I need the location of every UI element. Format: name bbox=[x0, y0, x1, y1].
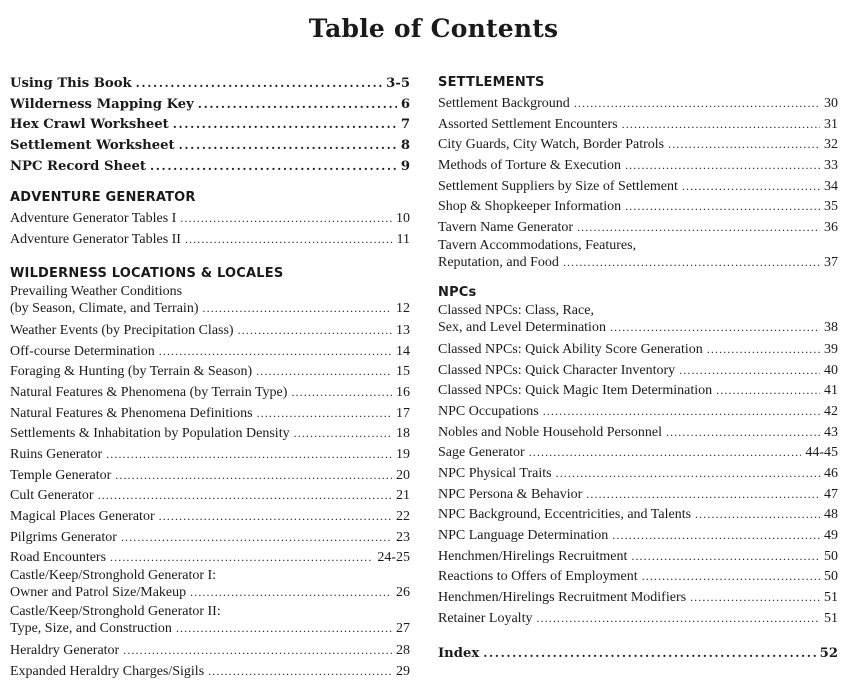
entry-label: Natural Features & Phenomena Definitions bbox=[10, 405, 253, 421]
entry-page: 29 bbox=[396, 663, 410, 679]
toc-entry[interactable] bbox=[10, 229, 410, 250]
entry-page: 23 bbox=[396, 529, 410, 545]
dot-leader bbox=[190, 584, 392, 600]
entry-page: 7 bbox=[400, 117, 410, 133]
section-heading-adventure: ADVENTURE GENERATOR bbox=[10, 190, 196, 206]
dot-leader bbox=[150, 156, 397, 177]
dot-leader bbox=[203, 300, 393, 316]
page-title: Table of Contents bbox=[308, 14, 559, 43]
entry-label: NPC Language Determination bbox=[438, 528, 609, 543]
entry-label: Owner and Patrol Size/Makeup bbox=[10, 585, 187, 601]
entry-page: 21 bbox=[396, 488, 410, 504]
toc-entry[interactable] bbox=[10, 208, 410, 229]
entry-label: Shop & Shopkeeper Information bbox=[438, 199, 622, 215]
dot-leader bbox=[586, 484, 820, 505]
toc-entry[interactable] bbox=[10, 284, 410, 317]
entry-page: 10 bbox=[396, 211, 410, 227]
toc-entry[interactable] bbox=[10, 156, 410, 177]
adventure-list bbox=[10, 208, 410, 249]
toc-entry[interactable] bbox=[438, 114, 838, 135]
entry-page: 36 bbox=[824, 220, 838, 236]
dot-leader bbox=[612, 525, 820, 546]
dot-leader bbox=[173, 114, 397, 135]
entry-label: Using This Book bbox=[10, 76, 132, 91]
toc-entry[interactable] bbox=[438, 463, 838, 484]
toc-entry[interactable] bbox=[10, 341, 410, 362]
entry-page: 8 bbox=[400, 138, 410, 154]
toc-entry[interactable] bbox=[10, 661, 410, 682]
toc-entry[interactable] bbox=[438, 484, 838, 505]
toc-entry[interactable] bbox=[438, 608, 838, 629]
dot-leader bbox=[483, 643, 815, 664]
toc-entry[interactable] bbox=[438, 303, 838, 336]
entry-label: NPC Physical Traits bbox=[438, 465, 552, 481]
entry-label: Reactions to Offers of Employment bbox=[438, 569, 638, 585]
entry-page: 46 bbox=[824, 465, 838, 481]
dot-leader bbox=[208, 661, 392, 682]
entry-page: 43 bbox=[824, 424, 838, 440]
entry-page: 48 bbox=[824, 507, 838, 523]
entry-page: 47 bbox=[824, 486, 838, 502]
dot-leader bbox=[106, 444, 392, 465]
entry-page: 34 bbox=[824, 178, 838, 194]
entry-page: 33 bbox=[824, 158, 838, 174]
entry-page: 13 bbox=[396, 322, 410, 338]
entry-label: Settlements & Inhabitation by Population Density bbox=[10, 426, 290, 442]
entry-page: 18 bbox=[396, 426, 410, 442]
dot-leader bbox=[536, 608, 820, 629]
entry-label: Hex Crawl Worksheet bbox=[10, 117, 169, 133]
dot-leader bbox=[666, 422, 820, 443]
entry-page: 30 bbox=[824, 96, 838, 111]
toc-entry[interactable] bbox=[10, 506, 410, 527]
wilderness-list bbox=[10, 284, 410, 682]
toc-entry[interactable] bbox=[438, 217, 838, 238]
toc-entry[interactable] bbox=[438, 546, 838, 567]
entry-label: Foraging & Hunting (by Terrain & Season) bbox=[10, 364, 253, 380]
entry-label-line1: Castle/Keep/Stronghold Generator II: bbox=[10, 604, 221, 620]
toc-entry-index[interactable] bbox=[438, 643, 838, 664]
entry-label-line1: Tavern Accommodations, Features, bbox=[438, 237, 637, 253]
entry-label: Cult Generator bbox=[10, 488, 94, 504]
entry-row bbox=[438, 254, 838, 271]
entry-page: 41 bbox=[824, 383, 838, 399]
dot-leader bbox=[257, 403, 392, 424]
entry-page: 19 bbox=[396, 446, 410, 462]
left-column bbox=[10, 73, 410, 681]
entry-label: Henchmen/Hirelings Recruitment Modifiers bbox=[438, 590, 687, 606]
toc-entry[interactable] bbox=[438, 587, 838, 608]
toc-entry[interactable] bbox=[10, 465, 410, 486]
entry-label: Classed NPCs: Quick Character Inventory bbox=[438, 362, 676, 378]
dot-leader bbox=[159, 506, 392, 527]
entry-label: Ruins Generator bbox=[10, 446, 103, 462]
dot-leader bbox=[577, 217, 820, 238]
entry-label: Temple Generator bbox=[10, 467, 112, 483]
dot-leader bbox=[115, 465, 392, 486]
toc-entry[interactable] bbox=[10, 73, 410, 94]
entry-row bbox=[10, 620, 410, 637]
toc-entry[interactable] bbox=[438, 380, 838, 401]
dot-leader bbox=[695, 504, 820, 525]
dot-leader bbox=[294, 423, 392, 444]
entry-page: 16 bbox=[396, 384, 410, 400]
dot-leader bbox=[159, 341, 392, 362]
entry-label: NPC Record Sheet bbox=[10, 158, 146, 174]
entry-label: NPC Occupations bbox=[438, 403, 539, 419]
entry-page: 20 bbox=[396, 467, 410, 483]
dot-leader bbox=[622, 114, 820, 135]
toc-entry[interactable] bbox=[10, 361, 410, 382]
entry-page: 51 bbox=[824, 610, 838, 626]
entry-page: 51 bbox=[824, 590, 838, 606]
dot-leader bbox=[631, 546, 820, 567]
entry-page: 52 bbox=[819, 646, 838, 662]
dot-leader bbox=[198, 94, 397, 115]
entry-page: 50 bbox=[824, 569, 838, 585]
toc-entry[interactable] bbox=[438, 422, 838, 443]
toc-entry[interactable] bbox=[10, 114, 410, 135]
entry-page: 17 bbox=[396, 405, 410, 421]
entry-label: (by Season, Climate, and Terrain) bbox=[10, 300, 199, 316]
toc-entry[interactable] bbox=[438, 196, 838, 217]
right-column bbox=[438, 73, 838, 664]
dot-leader bbox=[291, 382, 392, 403]
npcs-list bbox=[438, 303, 838, 629]
dot-leader bbox=[176, 620, 392, 636]
toc-entry[interactable] bbox=[438, 134, 838, 155]
entry-page: 11 bbox=[396, 232, 410, 248]
section-heading-settlements: SETTLEMENTS bbox=[438, 75, 545, 90]
entry-page: 14 bbox=[396, 343, 410, 359]
entry-label: Tavern Name Generator bbox=[438, 220, 574, 236]
dot-leader bbox=[123, 640, 392, 661]
entry-label: Settlement Suppliers by Size of Settlement bbox=[438, 178, 678, 194]
dot-leader bbox=[716, 380, 820, 401]
entry-label: Expanded Heraldry Charges/Sigils bbox=[10, 663, 205, 679]
entry-row bbox=[438, 319, 838, 336]
settlements-list bbox=[438, 93, 838, 271]
toc-entry[interactable] bbox=[10, 94, 410, 115]
toc-entry[interactable] bbox=[10, 444, 410, 465]
entry-label: Settlement Worksheet bbox=[10, 138, 175, 154]
dot-leader bbox=[136, 73, 383, 94]
entry-page: 32 bbox=[824, 137, 838, 153]
entry-label: Wilderness Mapping Key bbox=[10, 96, 194, 112]
entry-label-line1: Prevailing Weather Conditions bbox=[10, 283, 183, 299]
toc-entry[interactable] bbox=[10, 527, 410, 548]
dot-leader bbox=[574, 93, 820, 114]
dot-leader bbox=[610, 319, 820, 335]
entry-label: Weather Events (by Precipitation Class) bbox=[10, 322, 234, 338]
toc-entry[interactable] bbox=[10, 547, 410, 568]
entry-label: Henchmen/Hirelings Recruitment bbox=[438, 548, 628, 564]
entry-page: 28 bbox=[396, 643, 410, 659]
dot-leader bbox=[679, 360, 820, 381]
entry-label: Retainer Loyalty bbox=[438, 610, 533, 626]
entry-page: 50 bbox=[824, 548, 838, 564]
dot-leader bbox=[110, 547, 373, 568]
entry-page: 15 bbox=[396, 364, 410, 380]
dot-leader bbox=[668, 134, 820, 155]
toc-entry[interactable] bbox=[438, 401, 838, 422]
entry-label: Methods of Torture & Execution bbox=[438, 158, 622, 174]
entry-page: 27 bbox=[396, 621, 410, 637]
section-heading-wilderness: WILDERNESS LOCATIONS & LOCALES bbox=[10, 265, 284, 281]
dot-leader bbox=[180, 208, 392, 229]
entry-page: 12 bbox=[396, 300, 410, 316]
entry-label: Off-course Determination bbox=[10, 343, 155, 359]
entry-label: Nobles and Noble Household Personnel bbox=[438, 424, 662, 440]
entry-label: Heraldry Generator bbox=[10, 643, 120, 659]
dot-leader bbox=[556, 463, 820, 484]
toc-entry[interactable] bbox=[438, 566, 838, 587]
dot-leader bbox=[543, 401, 820, 422]
entry-page: 22 bbox=[396, 509, 410, 524]
entry-page: 37 bbox=[824, 254, 838, 270]
toc-entry[interactable] bbox=[10, 604, 410, 637]
toc-entry[interactable] bbox=[438, 525, 838, 546]
entry-label: Assorted Settlement Encounters bbox=[438, 116, 618, 132]
toc-entry[interactable] bbox=[10, 320, 410, 341]
entry-page: 39 bbox=[824, 341, 838, 357]
dot-leader bbox=[563, 254, 820, 270]
toc-entry[interactable] bbox=[438, 504, 838, 525]
dot-leader bbox=[529, 442, 802, 463]
dot-leader bbox=[707, 339, 820, 360]
toc-entry[interactable] bbox=[10, 403, 410, 424]
dot-leader bbox=[625, 196, 820, 217]
entry-page: 35 bbox=[824, 199, 838, 215]
dot-leader bbox=[185, 229, 393, 250]
toc-entry[interactable] bbox=[10, 382, 410, 403]
entry-label-line1: Classed NPCs: Class, Race, bbox=[438, 302, 594, 318]
entry-label: Road Encounters bbox=[10, 550, 107, 566]
toc-entry[interactable] bbox=[438, 155, 838, 176]
entry-page: 9 bbox=[400, 158, 410, 174]
entry-label: Natural Features & Phenomena (by Terrain Type) bbox=[10, 384, 288, 400]
entry-label: Sage Generator bbox=[438, 445, 525, 461]
entry-row bbox=[10, 300, 410, 317]
entry-page: 49 bbox=[824, 528, 838, 543]
entry-page: 38 bbox=[824, 319, 838, 335]
entry-label: Classed NPCs: Quick Magic Item Determination bbox=[438, 383, 713, 399]
entry-row bbox=[10, 584, 410, 601]
dot-leader bbox=[256, 361, 392, 382]
dot-leader bbox=[179, 135, 397, 156]
entry-label: Pilgrims Generator bbox=[10, 529, 117, 545]
toc-entry[interactable] bbox=[10, 135, 410, 156]
entry-page: 42 bbox=[824, 403, 838, 419]
entry-label: Type, Size, and Construction bbox=[10, 621, 172, 637]
dot-leader bbox=[121, 527, 392, 548]
entry-page: 44-45 bbox=[805, 445, 838, 461]
entry-page: 40 bbox=[824, 362, 838, 378]
entry-page: 26 bbox=[396, 585, 410, 601]
toc-entry[interactable] bbox=[438, 238, 838, 271]
entry-label: Settlement Background bbox=[438, 96, 570, 111]
dot-leader bbox=[682, 176, 820, 197]
toc-entry[interactable] bbox=[438, 360, 838, 381]
dot-leader bbox=[98, 485, 392, 506]
entry-label: Sex, and Level Determination bbox=[438, 319, 606, 335]
entry-label: City Guards, City Watch, Border Patrols bbox=[438, 137, 665, 153]
toc-entry[interactable] bbox=[10, 485, 410, 506]
entry-label: NPC Background, Eccentricities, and Talents bbox=[438, 507, 692, 523]
section-heading-npcs: NPCs bbox=[438, 284, 477, 300]
entry-page: 31 bbox=[824, 116, 838, 132]
entry-label: NPC Persona & Behavior bbox=[438, 486, 583, 502]
toc-entry[interactable] bbox=[10, 423, 410, 444]
entry-label: Classed NPCs: Quick Ability Score Generation bbox=[438, 341, 703, 357]
toc-entry[interactable] bbox=[438, 339, 838, 360]
entry-label: Adventure Generator Tables I bbox=[10, 211, 177, 227]
entry-label: Reputation, and Food bbox=[438, 254, 559, 270]
toc-entry[interactable] bbox=[438, 176, 838, 197]
entry-page: 24-25 bbox=[377, 550, 410, 566]
toc-entry[interactable] bbox=[438, 442, 838, 463]
dot-leader bbox=[238, 320, 392, 341]
entry-page: 3-5 bbox=[386, 76, 410, 91]
toc-entry[interactable] bbox=[438, 93, 838, 114]
entry-label: Adventure Generator Tables II bbox=[10, 232, 181, 248]
front-matter-list bbox=[10, 73, 410, 176]
dot-leader bbox=[690, 587, 820, 608]
entry-label: Magical Places Generator bbox=[10, 509, 155, 524]
toc-entry[interactable] bbox=[10, 568, 410, 601]
toc-entry[interactable] bbox=[10, 640, 410, 661]
entry-page: 6 bbox=[400, 96, 410, 112]
dot-leader bbox=[642, 566, 820, 587]
dot-leader bbox=[625, 155, 820, 176]
entry-label-line1: Castle/Keep/Stronghold Generator I: bbox=[10, 568, 217, 584]
entry-label: Index bbox=[438, 646, 480, 662]
